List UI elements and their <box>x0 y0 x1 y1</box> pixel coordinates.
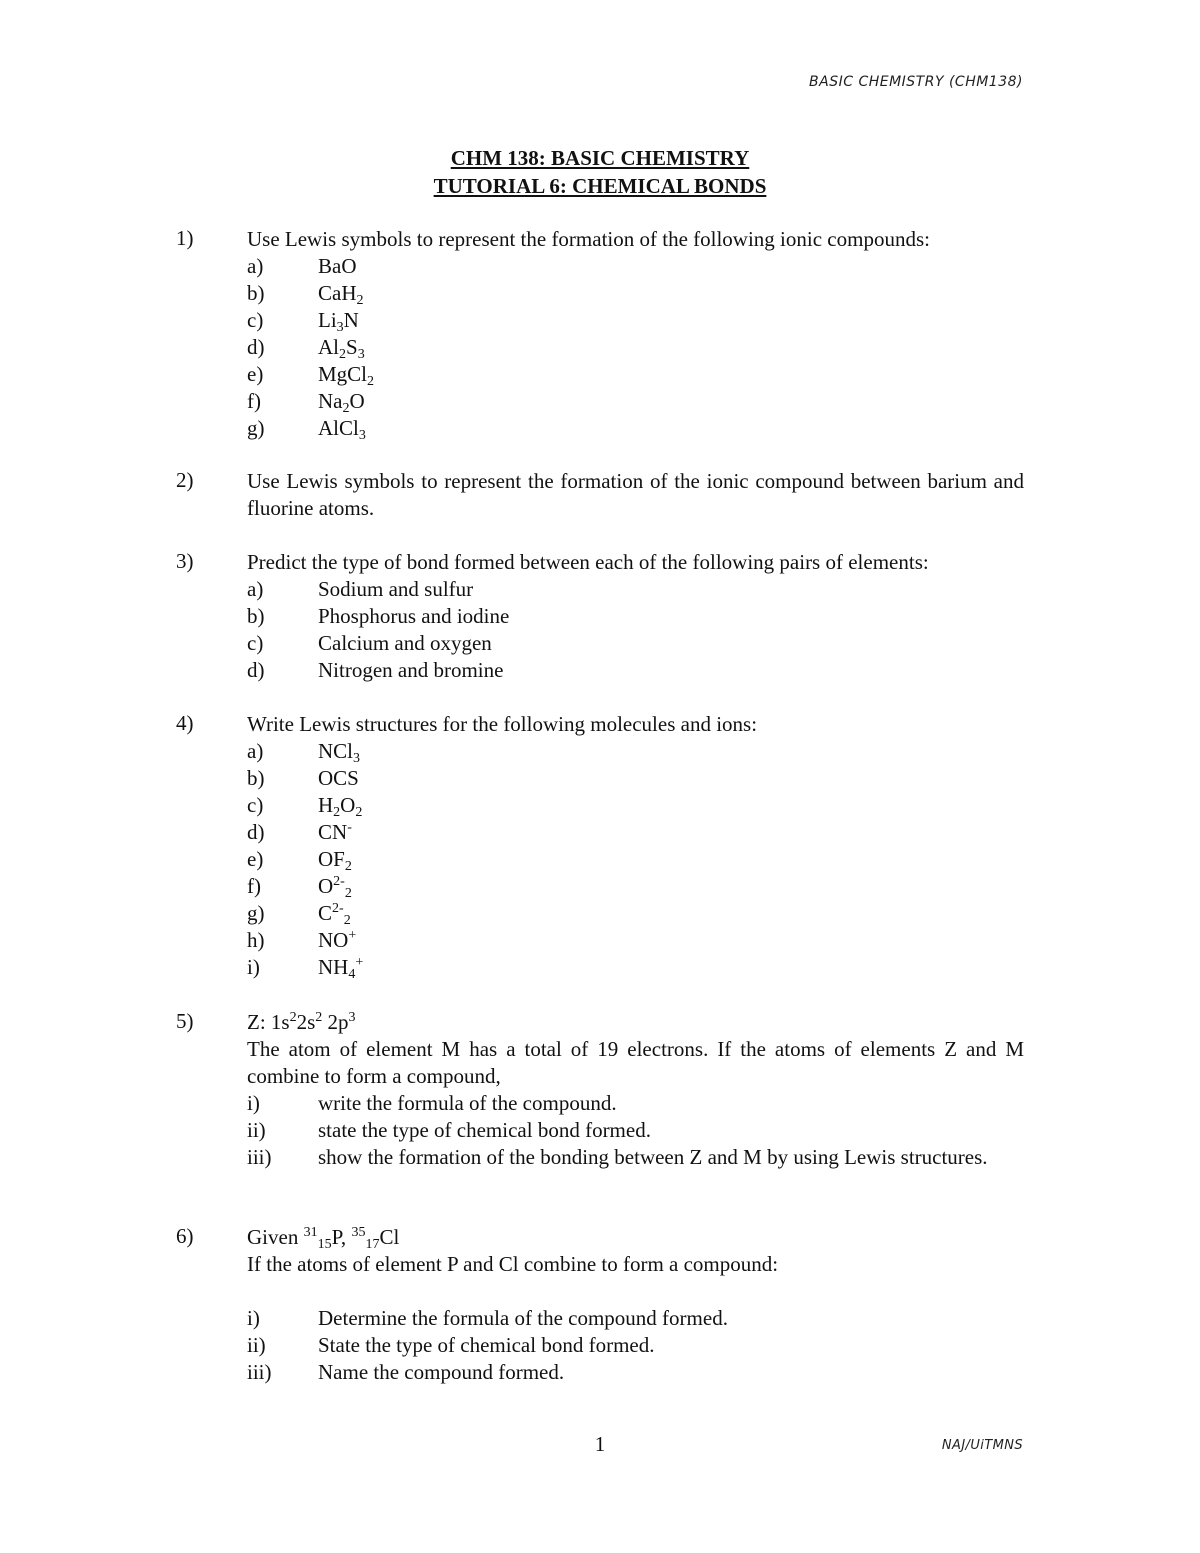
list-item: i) $NH_4^+$ <box>247 955 364 982</box>
list-item: f) $O^{2-}_2$ <box>247 874 352 901</box>
question-text: Predict the type of bond formed between each of the following pairs of elements: <box>247 550 929 574</box>
question-text: If the atoms of element P and Cl combine to form a compound: <box>247 1252 779 1276</box>
formula: CN- <box>318 820 352 844</box>
list-item: c) $Li_3N$ <box>247 308 359 335</box>
question-number: 4) <box>176 711 194 735</box>
list-item: d) CN- <box>247 820 352 844</box>
formula: BaO <box>318 254 357 278</box>
list-item: a) Sodium and sulfur <box>247 577 474 601</box>
given-isotopes: Given $^{31}_{15}$P, $^{35}_{17}$Cl <box>247 1225 400 1252</box>
formula: $NH_4^+$ <box>318 955 364 982</box>
list-item: d) $Al_2S_3$ <box>247 335 365 362</box>
question-1 <box>176 226 1024 442</box>
question-number: 2) <box>176 468 194 492</box>
formula: MgCl$_2$ <box>318 362 375 389</box>
question-6 <box>176 1224 1024 1386</box>
list-item: h) NO+ <box>247 928 357 952</box>
page-number: 1 <box>594 1432 606 1456</box>
list-item: g) AlCl$_3$ <box>247 416 366 443</box>
question-5 <box>176 1009 1024 1171</box>
list-item: a) NCl$_3$ <box>247 739 361 766</box>
title-block <box>0 144 1200 200</box>
list-item: b) Phosphorus and iodine <box>247 604 510 628</box>
list-item: i) write the formula of the compound. <box>247 1091 617 1115</box>
list-item: i) Determine the formula of the compound formed. <box>247 1306 728 1330</box>
question-text: Use Lewis symbols to represent the formation of the following ionic compounds: <box>247 227 930 251</box>
footer-code: NAJ/UiTMNS <box>941 1438 1023 1453</box>
question-3 <box>176 549 1024 684</box>
electron-configuration: Z: $1s^22s^2$ $2p^3$ <box>247 1010 356 1034</box>
course-title: CHM 138: BASIC CHEMISTRY <box>450 146 750 170</box>
list-item: ii) State the type of chemical bond formed. <box>247 1333 655 1357</box>
list-item: b) OCS <box>247 766 359 790</box>
question-number: 3) <box>176 549 194 573</box>
list-item: d) Nitrogen and bromine <box>247 658 504 682</box>
formula: $Li_3N$ <box>318 308 359 335</box>
question-number: 1) <box>176 226 194 250</box>
formula: $Al_2S_3$ <box>318 335 365 362</box>
running-header: BASIC CHEMISTRY (CHM138) <box>809 74 1023 90</box>
formula: $Na_2O$ <box>318 389 365 416</box>
question-4 <box>176 711 1024 981</box>
question-text: Write Lewis structures for the following molecules and ions: <box>247 712 758 736</box>
list-item: b) CaH$_2$ <box>247 281 364 308</box>
list-item: iii) show the formation of the bonding between Z and M by using Lewis structures. <box>247 1145 988 1169</box>
list-item: c) $H_2O_2$ <box>247 793 363 820</box>
list-item: e) $OF_2$ <box>247 847 352 874</box>
list-item: a) BaO <box>247 254 357 278</box>
formula: OCS <box>318 766 359 790</box>
list-item: c) Calcium and oxygen <box>247 631 492 655</box>
formula: $C^{2-}_2$ <box>318 901 351 928</box>
formula: $OF_2$ <box>318 847 352 874</box>
question-number: 5) <box>176 1009 194 1033</box>
formula: CaH$_2$ <box>318 281 364 308</box>
list-item: f) $Na_2O$ <box>247 389 365 416</box>
question-text: Use Lewis symbols to represent the formation of the ionic compound between barium and fluorine atoms. <box>247 469 1024 520</box>
question-number: 6) <box>176 1224 194 1248</box>
question-2 <box>176 468 1024 522</box>
question-text: The atom of element M has a total of 19 electrons. If the atoms of elements Z and M combine to form a compound, <box>247 1037 1024 1088</box>
formula: NO+ <box>318 928 357 952</box>
list-item: e) MgCl$_2$ <box>247 362 375 389</box>
formula: $H_2O_2$ <box>318 793 363 820</box>
formula: AlCl$_3$ <box>318 416 366 443</box>
list-item: g) $C^{2-}_2$ <box>247 901 351 928</box>
formula: NCl$_3$ <box>318 739 361 766</box>
formula: $O^{2-}_2$ <box>318 874 352 901</box>
tutorial-title: TUTORIAL 6: CHEMICAL BONDS <box>433 174 767 198</box>
list-item: ii) state the type of chemical bond formed. <box>247 1118 651 1142</box>
list-item: iii) Name the compound formed. <box>247 1360 565 1384</box>
